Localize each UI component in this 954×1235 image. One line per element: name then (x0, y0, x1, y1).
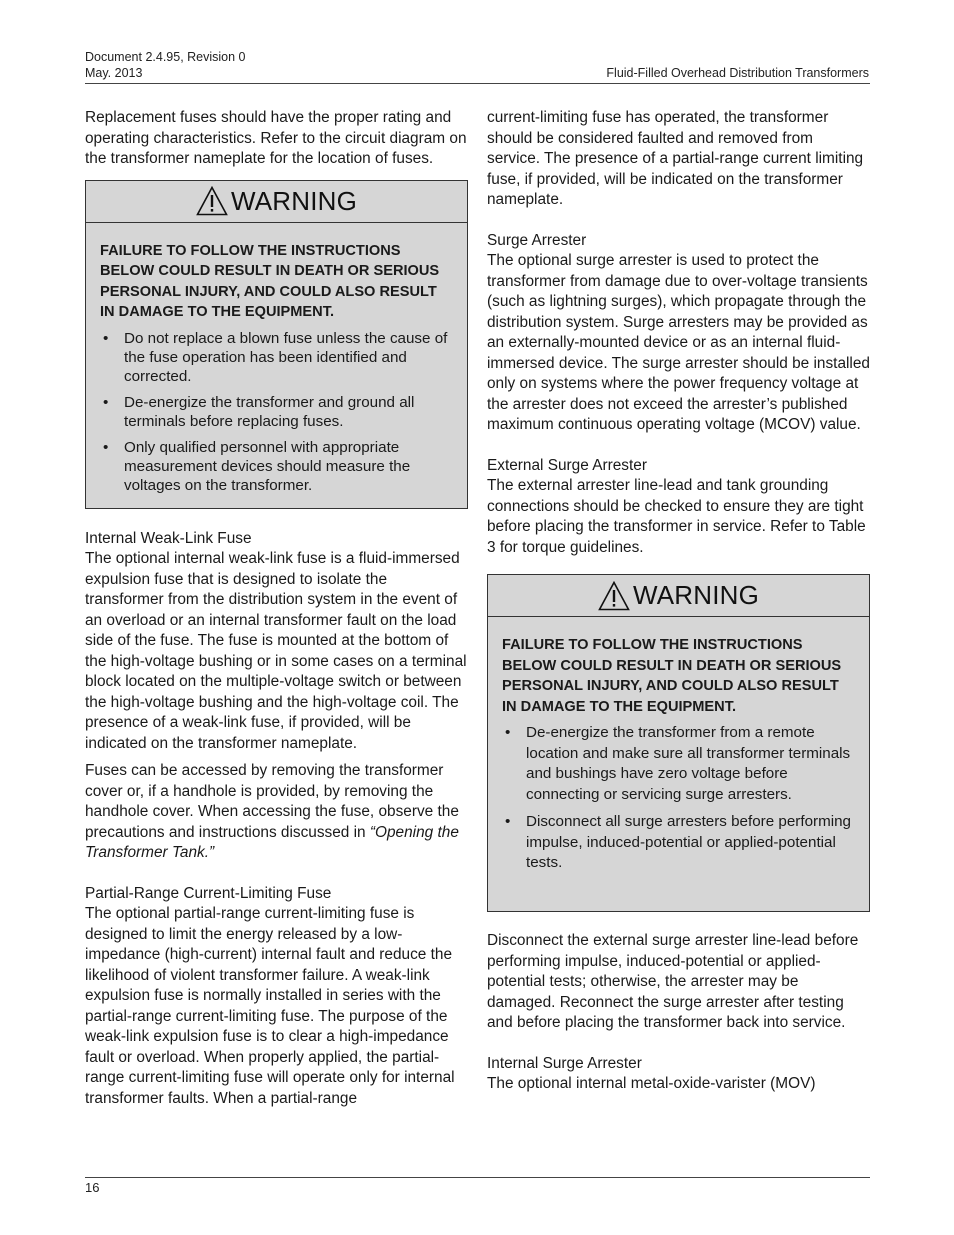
disconnect-paragraph: Disconnect the external surge arrester line-lead before performing impulse, induced-potential or applied-potential tests; otherwise, the arrester may be damaged. Reconnect the surge arrester after testing and before placing the transformer back into service. (487, 932, 859, 1031)
surge-arrester-paragraph: The optional surge arrester is used to protect the transformer from damage due to over-voltage transients (such as lightning surges), which propagate through the distribution system. Surge arresters may be provided as an externally-mounted device or as an internal fluid-immersed device. The surge arrester should be installed only on systems where the power frequency voltage at the arrester does not exceed the arrester’s published maximum continuous operating voltage (MCOV) value. (487, 252, 870, 433)
left-column (85, 108, 468, 1109)
partial-range-heading: Partial-Range Current-Limiting Fuse (85, 884, 332, 902)
warning-item: • De-energize the transformer from a remote location and make sure all transformer terminals and bushings have zero voltage before connecting or servicing surge arresters. (502, 723, 855, 805)
warning-item: • Only qualified personnel with appropriate measurement devices should measure the voltages on the transformer. (100, 438, 453, 495)
internal-arrester-heading: Internal Surge Arrester (487, 1054, 642, 1072)
tank-opening-reference: “Opening the Transformer Tank.” (85, 823, 459, 861)
warning-title: WARNING (632, 580, 760, 611)
warning-item: • Do not replace a blown fuse unless the cause of the fuse operation has been identified and corrected. (100, 329, 453, 386)
partial-range-continued: current-limiting fuse has operated, the transformer should be considered faulted and removed from service. The presence of a partial-range current limiting fuse, if provided, will be indicated on the transformer nameplate. (487, 109, 864, 208)
external-arrester-heading: External Surge Arrester (487, 456, 647, 474)
fuse-access-text: Fuses can be accessed by removing the transformer cover or, if a handhole is provided, by removing the handhole cover. When accessing the fuse, observe the precautions and instructions discussed in (85, 762, 459, 841)
document-info (85, 49, 246, 81)
right-column (487, 108, 870, 1095)
warning-lead: FAILURE TO FOLLOW THE INSTRUCTIONS BELOW COULD RESULT IN DEATH OR SERIOUS PERSONAL INJURY, AND COULD ALSO RESULT IN DAMAGE TO THE EQUIPMENT. (100, 242, 440, 320)
weak-link-paragraph: The optional internal weak-link fuse is a fluid-immersed expulsion fuse that is designed to isolate the transformer from the distribution system in the event of an overload or an internal transformer fault on the load side of the fuse. The fuse is mounted at the bottom of the high-voltage bushing or in some cases on a terminal block located on the multiple-voltage switch or between the high-voltage bushing and the high-voltage coil. The presence of a weak-link fuse, if provided, will be indicated on the transformer nameplate. (85, 550, 467, 752)
fuse-intro-paragraph: Replacement fuses should have the proper rating and operating characteristics. Refer to the circuit diagram on the transformer nameplate for the location of fuses. (85, 109, 467, 167)
warning-header (86, 181, 467, 223)
warning-box-arresters (487, 574, 870, 912)
warning-lead: FAILURE TO FOLLOW THE INSTRUCTIONS BELOW COULD RESULT IN DEATH OR SERIOUS PERSONAL INJURY, AND COULD ALSO RESULT IN DAMAGE TO THE EQUIPMENT. (502, 637, 842, 715)
warning-triangle-icon (196, 186, 228, 216)
page-number: 16 (85, 1180, 100, 1195)
partial-range-paragraph: The optional partial-range current-limiting fuse is designed to limit the energy released by a low-impedance (high-current) internal fault and reduce the likelihood of violent transformer failure. A weak-link expulsion fuse is normally installed in series with the partial-range current-limiting fuse. The purpose of the weak-link expulsion fuse is to clear a high-impedance fault or overload. When properly applied, the partial-range current-limiting fuse will operate only for internal transformer faults. When a partial-range (85, 905, 455, 1107)
warning-triangle-icon (598, 581, 630, 611)
external-arrester-section (487, 456, 870, 559)
warning-item: • Disconnect all surge arresters before performing impulse, induced-potential or applied-potential tests. (502, 812, 855, 874)
fuse-access-paragraph (85, 761, 468, 864)
warning-box-fuses (85, 180, 468, 509)
warning-title: WARNING (230, 185, 358, 216)
weak-link-heading: Internal Weak-Link Fuse (85, 529, 252, 547)
warning-header (488, 575, 869, 617)
surge-arrester-heading: Surge Arrester (487, 231, 587, 249)
footer-rule (85, 1177, 870, 1178)
warning-body (488, 617, 869, 895)
warning-list (502, 723, 855, 874)
warning-item: • De-energize the transformer and ground all terminals before replacing fuses. (100, 393, 453, 431)
internal-arrester-paragraph: The optional internal metal-oxide-varister (MOV) (487, 1075, 816, 1092)
warning-list (100, 329, 453, 495)
header-rule (85, 83, 870, 84)
partial-range-section (85, 884, 468, 1110)
external-arrester-paragraph: The external arrester line-lead and tank grounding connections should be checked to ensure they are tight before placing the transformer in service. Refer to Table 3 for torque guidelines. (487, 477, 866, 556)
weak-link-section (85, 529, 468, 755)
warning-body (86, 223, 467, 516)
document-number: Document 2.4.95, Revision 0 (85, 50, 246, 64)
surge-arrester-section (487, 231, 870, 436)
document-date: May. 2013 (85, 66, 143, 80)
running-title: Fluid-Filled Overhead Distribution Transformers (606, 66, 869, 80)
internal-arrester-section (487, 1054, 870, 1095)
